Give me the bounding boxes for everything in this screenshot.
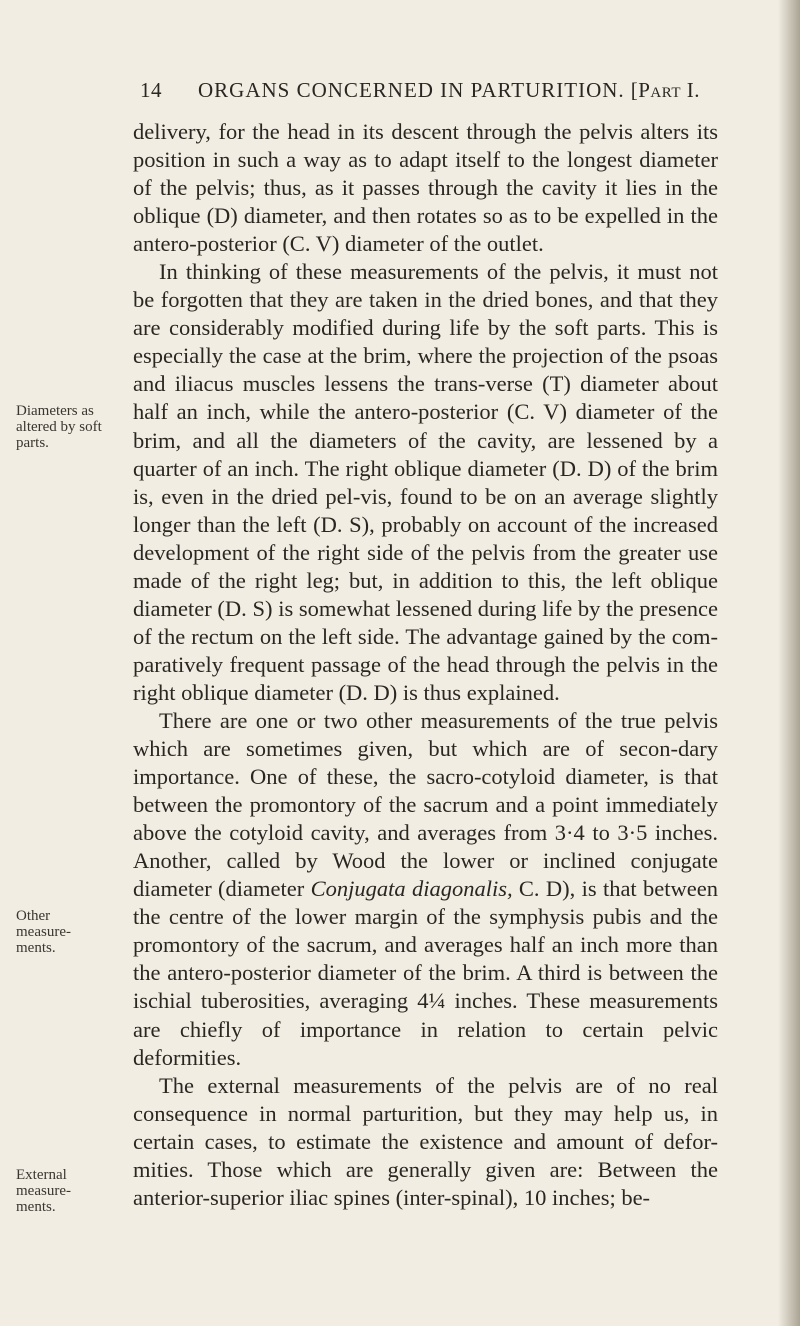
- running-title: ORGANS CONCERNED IN PARTURITION.: [198, 78, 625, 102]
- page-number: 14: [140, 78, 162, 102]
- running-header: [140, 78, 700, 104]
- italic-term: Conjugata diagonalis,: [310, 876, 513, 902]
- page-edge-shadow: [778, 0, 800, 1326]
- paragraph: delivery, for the head in its descent through the pelvis alters its position in such a way as to adapt itself to the longest diameter of the pelvis; thus, as it passes through the cavity it lies in the oblique (D) diameter, and then rotates so as to be expelled in the antero-posterior (C. V) diameter of the outlet.: [133, 119, 718, 257]
- part-label: [Part I.: [630, 78, 700, 102]
- body-text: [133, 118, 718, 1212]
- paragraph: [133, 707, 718, 1072]
- paragraph-text: C. D), is that between the centre of the lower margin of the symphysis pubis and the promontory of the sacrum, and averages half an inch more than the antero-posterior diameter of the brim. A third is between the ischial tuberosities, averaging 4¼ inches. These measurements are chiefly of importance in relation to certain pelvic deformities.: [133, 876, 718, 1070]
- margin-note-external: External measure-ments.: [16, 1167, 71, 1215]
- margin-note-other: Other measure-ments.: [16, 908, 71, 956]
- paragraph: In thinking of these measurements of the pelvis, it must not be forgotten that they are taken in the dried bones, and that they are considerably modified during life by the soft parts. This is especially the case at the brim, where the projection of the psoas and iliacus muscles lessens the trans-verse (T) diameter about half an inch, while the antero-posterior (C. V) diameter of the brim, and all the diameters of the cavity, are lessened by a quarter of an inch. The right oblique diameter (D. D) of the brim is, even in the dried pel-vis, found to be on an average slightly longer than the left (D. S), probably on account of the increased development of the right side of the pelvis from the greater use made of the right leg; but, in addition to this, the left oblique diameter (D. S) is somewhat lessened during life by the presence of the rectum on the left side. The advantage gained by the com-paratively frequent passage of the head through the pelvis in the right oblique diameter (D. D) is thus explained.: [133, 259, 718, 705]
- paragraph-text: There are one or two other measurements of the true pelvis which are sometimes given, but which are of secon-dary importance. One of these, the sacro-cotyloid diameter, is that between the promontory of the sacrum and a point immediately above the cotyloid cavity, and averages from 3·4 to 3·5 inches. Another, called by Wood the lower or inclined conjugate diameter (diameter: [133, 707, 718, 902]
- margin-note-diameters: Diameters as altered by soft parts.: [16, 403, 102, 451]
- paragraph: The external measurements of the pelvis are of no real consequence in normal parturition, but they may help us, in certain cases, to estimate the existence and amount of defor-mities. Those which are generally given are: Between the anterior-superior iliac spines (inter-spinal), 10 inches; be-: [133, 1072, 718, 1210]
